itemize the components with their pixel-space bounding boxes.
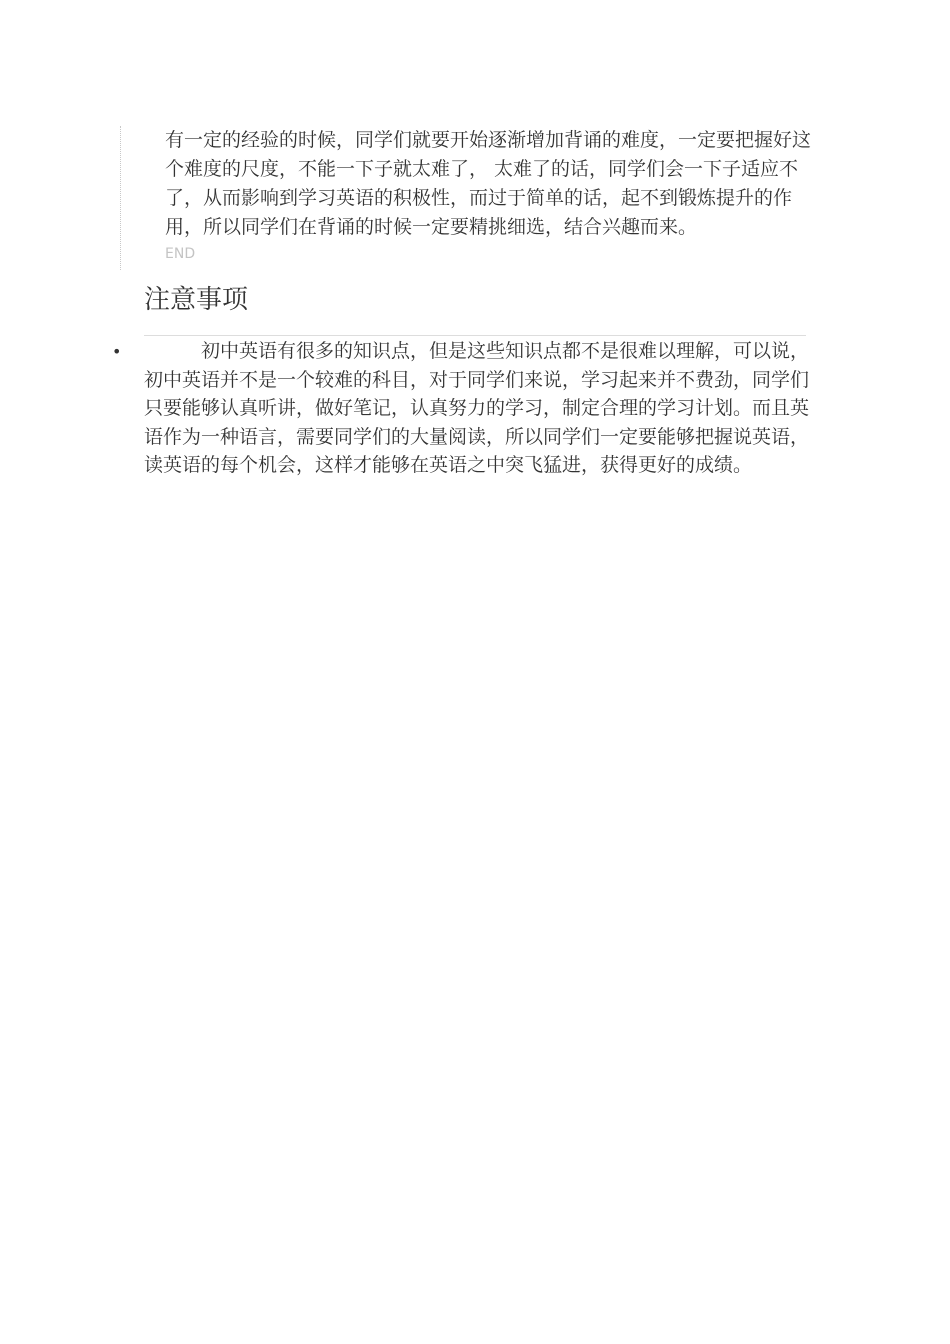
step-quote-block xyxy=(120,126,811,270)
step-paragraph: 有一定的经验的时候，同学们就要开始逐渐增加背诵的难度，一定要把握好这个难度的尺度，不能一下子就太难了， 太难了的话，同学们会一下子适应不了，从而影响到学习英语的积极性，而过于简单的话，起不到锻炼提升的作用，所以同学们在背诵的时候一定要精挑细选，结合兴趣而来。 xyxy=(165,129,812,238)
end-marker: END xyxy=(165,246,196,262)
bullet-icon: • xyxy=(112,342,122,361)
list-item xyxy=(112,337,816,480)
notes-list xyxy=(112,337,816,480)
section-title-notes: 注意事项 xyxy=(144,285,249,315)
section-divider xyxy=(144,335,806,336)
note-text: 初中英语有很多的知识点，但是这些知识点都不是很难以理解，可以说，初中英语并不是一个较难的科目，对于同学们来说，学习起来并不费劲，同学们只要能够认真听讲，做好笔记，认真努力的学习，制定合理的学习计划。而且英语作为一种语言，需要同学们的大量阅读，所以同学们一定要能够把握说英语，读英语的每个机会，这样才能够在英语之中突飞猛进，获得更好的成绩。 xyxy=(144,340,810,477)
